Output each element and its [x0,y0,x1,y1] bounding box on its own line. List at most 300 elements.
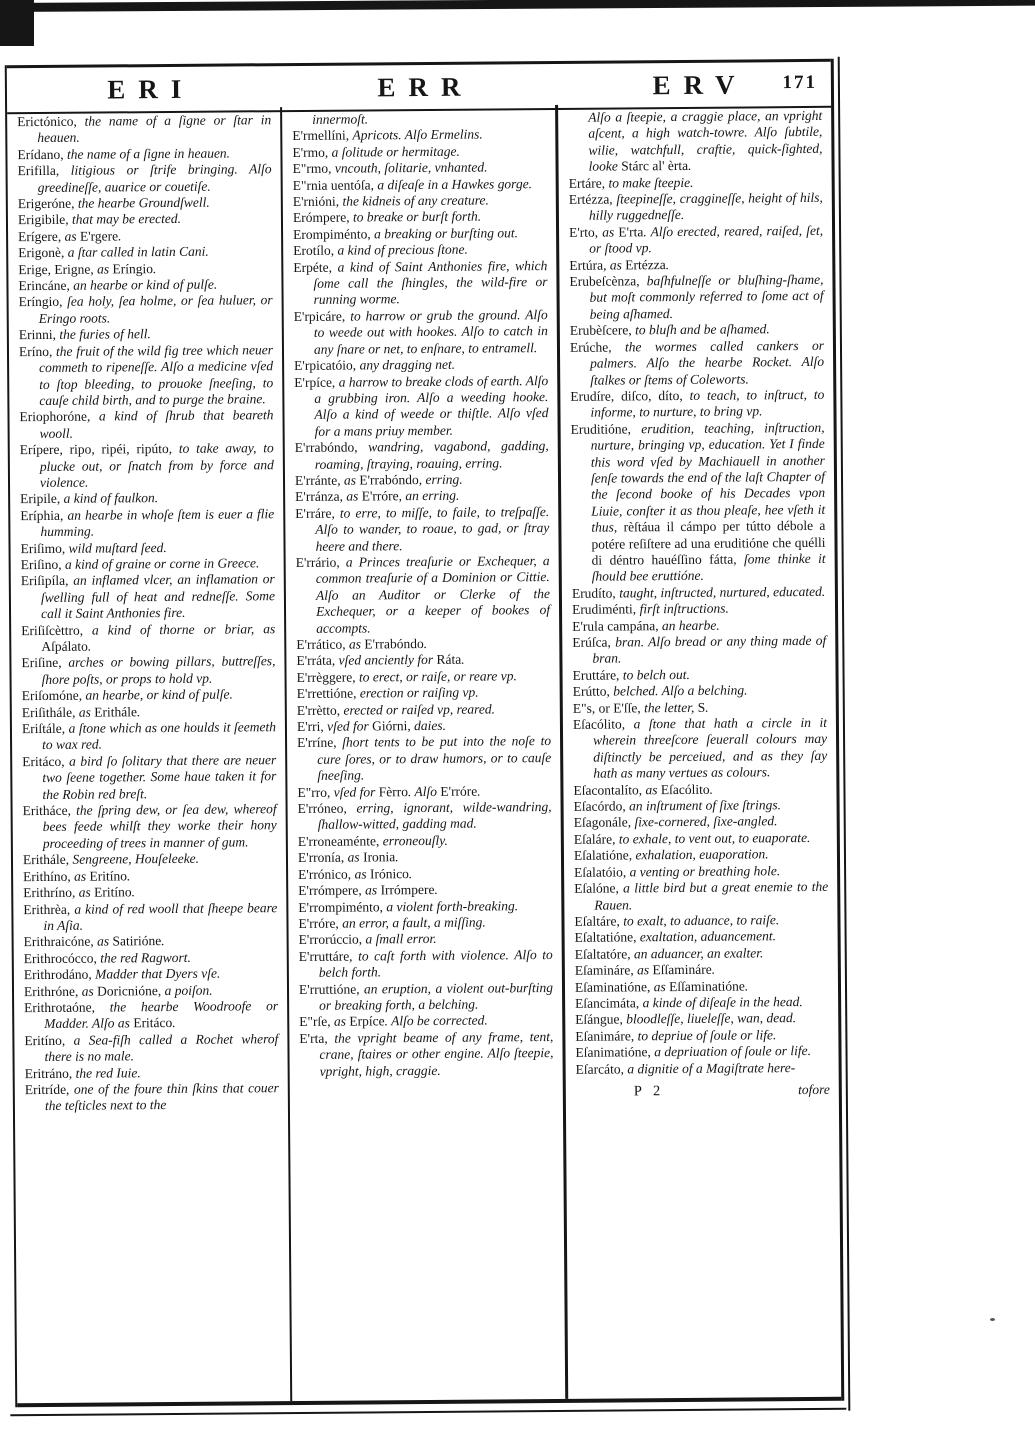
text-body [7,103,841,1407]
entry-headword: Erithróne, [23,983,82,999]
definition-text: erected or raiſed vp, reared. [343,701,495,718]
dictionary-entry [298,799,552,834]
entry-headword: Eſalatóio, [574,864,630,880]
definition-text: an hearbe or kind of pulſe. [73,276,218,293]
cross-reference: Erithále [94,703,137,720]
dictionary-entry [293,225,547,243]
definition-text: erroneouſly. [382,832,448,849]
dictionary-entry [18,243,272,261]
entry-headword: Eſaltatóre, [574,946,635,962]
entry-headword: Erithraicóne, [23,933,98,950]
entry-headword: E'rrónico, [298,866,355,882]
definition-text: as [97,261,113,277]
dictionary-entry [19,293,273,328]
definition-text: . [131,884,136,900]
dictionary-entry [22,703,276,721]
definition-text: erring, ignorant, wilde-wandring, ſhallow-witted, gadding mad. [317,799,552,833]
definition-text: an hearbe. [661,617,720,633]
definition-text: baſhfulneſſe or bluſhing-ſhame, but moſt commonly referred to ſome act of being aſhamed. [589,271,824,322]
definition-text: an aduancer, an exalter. [633,945,764,962]
entry-headword: E'rpicáre, [293,308,351,324]
definition-text: to harrow or grub the ground. Alſo to weede out with hookes. Alſo to catch in any ſnare or net, to enſnare, to entramell. [313,306,548,357]
definition-text: . [87,638,92,654]
definition-text: . [395,849,399,865]
entry-headword: Erithrèa, [23,901,75,917]
cross-reference: S [697,699,706,715]
entry-continuation [568,108,823,176]
entry-headword: E'rríne, [297,735,343,751]
definition-text: a kind of Saint Anthonies fire, which ſome call the ſhingles, the wild-fire or running worme. [313,257,548,308]
entry-headword: Eriſimo, [20,540,69,556]
definition-text: taught, inſtructed, nurtured, educated. [619,583,826,601]
entry-headword: Eritíno, [24,1032,74,1048]
dictionary-entry [18,276,272,294]
definition-text: a ſtone which as one houlds it ſeemeth to wax red. [42,719,277,753]
dictionary-entry [20,506,274,541]
entry-headword: E'rpicatóio, [294,357,360,374]
dictionary-entry [24,982,278,1000]
dictionary-entry [22,719,276,754]
definition-text: the kidneis of any creature. [342,192,489,209]
cross-reference: Doricnióne [97,982,158,999]
dictionary-entry [298,865,552,883]
entry-headword: E"rſe, [299,1014,335,1030]
definition-text: as [365,882,381,898]
definition-text: to breake or burſt forth. [352,208,482,225]
definition-text: a depriuation of ſoule or life. [654,1043,812,1060]
entry-headword: E'rmo, [292,144,332,160]
dictionary-entry [570,338,824,389]
definition-text: the hearbe Woodroofe or Madder. Alſo as [44,998,279,1032]
definition-text: to erre, to miſſe, to faile, to treſpaſſe. Alſo to wander, to roaue, to gad, or ſtray heere and there. [315,503,550,554]
cross-reference: Eritíno [89,868,128,884]
foot-line [576,1082,830,1100]
dictionary-entry [572,633,826,668]
definition-text: to exalt, to aduance, to raiſe. [623,912,780,929]
definition-text: a ſmall error. [365,931,437,947]
definition-text: the vpright beame of any frame, tent, crane, ſtaires or other engine. Alſo ſteepie, vpright, high, craggie. [319,1028,554,1079]
dictionary-entry [298,914,552,932]
definition-text: the furies of hell. [59,326,151,343]
dictionary-entry [575,928,829,946]
cross-reference: Eſacólito [660,781,710,797]
definition-text: . [118,228,122,244]
dictionary-entry [297,733,551,784]
entry-headword: E"rmo, [292,160,335,177]
dictionary-entry [294,373,549,441]
entry-headword: E'rráta, [296,653,339,669]
cross-reference: Eritíno [94,884,132,900]
dictionary-entry [295,471,549,489]
definition-text: a kind of ſhrub that beareth wooll. [39,407,274,441]
entry-headword: Erúſca, [572,634,616,650]
entry-headword: Erudíre, diſco, díto, [570,387,690,404]
entry-headword: Eriſino, [20,556,65,573]
entry-headword: Eriſithále, [21,704,79,720]
entry-headword: E'rrèggere, [296,669,360,685]
entry-headword: Eriophoróne, [19,408,100,425]
catchword: tofore [798,1081,830,1098]
definition-text: one of the foure thin ſkins that couer the teſticles next to the [44,1080,279,1114]
entry-headword: E'rula campána, [572,617,662,634]
definition-text: the wormes called cankers or palmers. Alſo the hearbe Rocket. Alſo ſtalkes or ſtems of Coleworts. [590,337,825,388]
definition-text: vſed for [327,718,373,734]
dictionary-entry [573,715,828,783]
cross-reference: Eríngio [112,260,154,277]
definition-text: wild muſtard ſeed. [68,539,167,556]
dictionary-entry [297,684,551,702]
definition-text: that may be erected. [71,211,181,228]
cross-reference: E'rrabóndo [364,636,424,652]
dictionary-entry [20,539,274,557]
entry-headword: Eriſine, [21,655,69,671]
entry-headword: Eſaláre, [573,831,619,847]
dictionary-entry [25,1064,279,1082]
definition-text: . [665,256,670,272]
definition-text: an hearbe, or kind of pulſe. [85,686,233,703]
dictionary-entry [295,487,549,505]
entry-headword: Erotílo, [293,242,338,259]
definition-text: . [152,260,157,276]
entry-headword: Eriſiſcèttro, [21,622,93,638]
definition-text: . [423,635,428,652]
entry-headword: Erinni, [18,327,60,343]
entry-headword: Erudíto, [571,585,620,601]
cross-reference: Fèrro [378,783,409,800]
definition-text: to depriue of ſoule or life. [637,1026,777,1044]
cross-reference: Irónico [369,865,409,882]
dictionary-entry [573,698,827,716]
definition-text: a harrow to breake clods of earth. Alſo a grubbing iron. Alſo a weeding hooke. Alſo a kind of weede or thiſtle. Alſo vſed for a mans priuy member. [314,372,549,439]
entry-headword: E'rrètto, [296,702,344,718]
definition-text: a little bird but a great enemie to the Rauen. [594,878,829,913]
dictionary-entry [569,256,823,274]
definition-text: Alſo a ſteepie, a craggie place, an vpright aſcent, a high watch-towre. Alſo ſubtile, wilie, watchfull, craftie, quick-ſighted, looke [588,107,823,174]
dictionary-entry [575,961,829,979]
dictionary-entry [23,900,277,935]
entry-headword: Eſalóne, [574,880,624,896]
entry-headword: E'rri, [296,718,328,735]
entry-headword: Eripile, [20,491,64,507]
definition-text: a ſolitude or hermitage. [331,143,460,160]
dictionary-entry [23,801,277,852]
entry-headword: Eſacólito, [572,716,634,732]
scan-artifact-top-edge [0,0,1035,12]
definition-text: as [653,978,670,994]
dictionary-entry [293,208,547,226]
dictionary-entry [576,1059,830,1077]
dictionary-entry [24,1031,278,1066]
dictionary-entry [299,947,553,982]
dictionary-entry [18,194,272,212]
definition-text: a kind of graine or corne in Greece. [64,555,260,572]
dictionary-entry [24,932,278,950]
definition-text: an hearbe in whoſe ſtem is euer a flie humming. [40,505,275,540]
dictionary-entry [20,440,274,491]
dictionary-entry [569,173,823,191]
definition-text: vſed anciently for [338,652,437,669]
dictionary-entry [574,879,828,914]
entry-headword: E'rróre, [298,915,343,931]
column-2 [280,105,565,1401]
definition-text: as [97,933,113,949]
definition-text: a dignitie of a Magiſtrate here- [627,1059,796,1076]
dictionary-entry [299,980,553,1015]
entry-headword: Erigeróne, [17,195,78,212]
entry-headword: E'rróneo, [297,800,357,817]
running-head-center: ERR [377,71,474,102]
column-3 [555,103,841,1399]
definition-text: the name of a ſigne or ſtar in heauen. [37,112,272,146]
dictionary-entry [574,912,828,930]
definition-text: erudition, teaching, inſtruction, nurture, bringing vp, education. Yet I finde this word vſed by Machiauell in another ſenſe towards the end of the laſt Chapter of the ſecond booke of his Decades vpon Liuie, conſter it as thou pleaſe, hee vſeth it thus, [590,419,826,535]
definition-text: to belch out. [622,666,690,683]
entry-headword: Eriſipíla, [20,573,74,589]
dictionary-entry [570,321,824,339]
cross-reference: E'rta [618,224,644,240]
definition-text: . [126,868,131,884]
entry-headword: E'rmellíni, [292,127,353,144]
definition-text: exaltation, aduancement. [639,928,776,945]
cross-reference: Aſpálato [41,638,88,655]
dictionary-entry [18,227,272,245]
dictionary-entry [575,1043,829,1061]
dictionary-entry [21,572,275,623]
dictionary-entry [573,682,827,700]
dictionary-entry [21,621,275,656]
definition-text: exhalation, euaporation. [635,846,769,863]
entry-headword: E'rrompiménto, [298,898,387,915]
entry-headword: Erincáne, [18,277,74,294]
definition-text: a breaking or burſting out. [374,225,519,242]
definition-text: to caſt forth with violence. Alſo to belch forth. [318,946,553,980]
definition-text: the letter, [644,699,698,715]
entry-headword: E'rrómpere, [298,882,366,899]
dictionary-entry [293,258,547,309]
dictionary-entry [22,752,276,803]
definition-text: to bluſh and be aſhamed. [635,321,770,338]
entry-headword: Erómpere, [292,209,353,226]
entry-continuation [292,110,546,128]
dictionary-entry [574,797,828,815]
dictionary-entry [292,126,546,144]
running-head-left: ERI [107,73,195,104]
definition-text: . [744,977,749,994]
cross-reference: E'rróre [440,783,478,799]
entry-headword: Eſacontalíto, [573,781,646,798]
page-edge-rule-bottom [10,1408,846,1417]
dictionary-entry [24,998,278,1033]
definition-text: , an erring. [398,488,460,504]
definition-text: firſt inſtructions. [639,600,729,617]
definition-text: the fruit of the wild fig tree which neuer commeth to ripeneſſe. Alſo a medicine vſed to ſtop bleeding, to prouoke ſneeſing, to cauſe child birth, and to purge the braine. [39,341,274,408]
definition-text: the hearbe Groundſwell. [77,194,210,211]
definition-text: . [709,781,713,797]
dictionary-entry [575,945,829,963]
dictionary-entry [296,651,550,669]
cross-reference: Ráta [436,652,462,668]
definition-text: belched. Alſo a belching. [613,682,748,699]
entry-headword: Eſanimáre, [575,1028,638,1044]
entry-headword: Eſancimáta, [575,995,643,1011]
definition-text: as [78,704,95,720]
definition-text: a Sea-fiſh called a Rochet wherof there is no male. [44,1030,279,1065]
definition-text: , erring. [418,471,463,487]
definition-text: . [705,699,709,715]
cross-reference: E'rrabóndo [359,471,419,488]
cross-reference: Ironia [362,849,396,865]
definition-text: as [74,868,90,884]
cross-reference: Ertézza [625,256,666,273]
dictionary-entry [19,407,273,442]
definition-text: erection or raiſing vp. [359,684,479,701]
entry-headword: Eríphia, [20,507,68,523]
definition-text: . [461,652,465,668]
scan-artifact-speck [990,1318,995,1321]
dictionary-entry [299,930,553,948]
dictionary-entry [23,883,277,901]
entry-headword: Eruttáre, [572,667,623,683]
entry-headword: Erpéte, [293,259,338,275]
dictionary-entry [573,780,827,798]
dictionary-entry [21,555,275,573]
dictionary-entry [18,260,272,278]
column-1 [7,107,290,1403]
dictionary-entry [294,307,548,358]
entry-headword: Ertáre, [568,175,609,191]
definition-text: . Alſo [407,783,441,799]
entry-headword: Eſanimatióne, [575,1044,655,1060]
cross-reference: Irrómpere [380,882,435,898]
entry-headword: Eritáco, [22,753,70,770]
entry-headword: Erúche, [569,339,626,355]
entry-headword: E'rrabóndo, [294,439,369,456]
entry-headword: Erithrodáno, [23,966,96,983]
definition-text: . Alſo erected, reared, raiſed, ſet, or ſtood vp. [589,222,824,256]
entry-headword: Erige, Erigne, [18,261,98,277]
definition-text: a kind of thorne or briar, as [91,620,276,638]
definition-text: to erect, or raiſe, or reare vp. [358,668,517,685]
entry-headword: Erithrotaóne, [24,999,110,1016]
dictionary-entry [21,654,275,689]
dictionary-entry [296,635,550,653]
definition-text: a kind of precious ſtone. [337,241,468,258]
dictionary-entry [17,112,271,147]
definition-text: an eruption, a violent out-burſting or breaking forth, a belching. [319,979,554,1013]
running-head-right: ERV [652,68,748,100]
entry-headword: E"s, or E'ſſe, [572,699,645,716]
dictionary-entry [574,830,828,848]
entry-headword: E'rronía, [297,849,348,866]
dictionary-entry [575,1027,829,1045]
entry-headword: E'rnióni, [292,193,343,210]
definition-text: . [711,961,716,977]
definition-text: a ſtar called in latin Cani. [67,243,209,261]
dictionary-entry [572,616,826,634]
dictionary-entry [297,783,551,801]
dictionary-entry [20,490,274,508]
dictionary-entry [298,848,552,866]
entry-headword: Eriſtále, [21,720,69,737]
definition-text: a ſtone that hath a circle in it wherein threeſcore ſeuerall colours may diſtinctly be perceiued, and as they ſay hath as many vertues as colours. [593,714,828,781]
dictionary-entry [24,949,278,967]
dictionary-entry [19,325,273,343]
cross-reference: Erpíce [349,1013,385,1029]
entry-headword: E'rránza, [295,488,347,505]
definition-text: bloodleſſe, liueleſſe, wan, dead. [626,1010,797,1027]
entry-headword: Eríno, [18,343,57,359]
signature-mark: P 2 [633,1083,665,1100]
entry-headword: Ertúra, [569,257,610,273]
entry-headword: E'rrário, [295,554,346,570]
dictionary-entry [292,143,546,161]
entry-headword: Erithále, [22,852,73,868]
entry-headword: E'rránte, [294,472,344,488]
definition-text: the red Iuie. [75,1064,141,1081]
definition-text: ſixe-cornered, ſixe-angled. [634,813,778,830]
dictionary-entry [25,1080,279,1115]
entry-headword: Eſarcáto, [575,1060,628,1077]
dictionary-entry [574,863,828,881]
dictionary-entry [293,241,547,259]
dictionary-entry [574,846,828,864]
definition-text: . [172,1015,176,1031]
entry-headword: Eriſomóne, [21,687,86,704]
entry-headword: Ertézza, [568,191,617,207]
definition-text: as [348,636,365,652]
definition-text: a bird ſo ſolitary that there are neuer two ſeene together. Some haue taken it for the Robin red breſt. [42,752,277,802]
dictionary-entry [571,420,826,586]
dictionary-entry [293,192,547,210]
definition-text: to teach, to inſtruct, to informe, to nurture, to bring vp. [590,386,825,420]
dictionary-entry [575,977,829,995]
entry-headword: Eſacórdo, [573,798,630,814]
definition-text: wandring, vagabond, gadding, roaming, ſtraying, roauing, erring. [314,438,549,472]
definition-text: . [434,881,438,898]
entry-headword: Erifilla, [17,162,71,179]
cross-reference: Satirióne [112,933,162,949]
entry-headword: E'rruttióne, [298,981,365,997]
definition-text: . [688,158,692,174]
entry-headword: Erubèſcere, [569,322,636,339]
dictionary-entry [17,145,271,163]
entry-headword: Eritríde, [24,1081,75,1098]
entry-headword: Erudiménti, [571,601,640,618]
definition-text: any dragging net. [359,356,456,373]
entry-headword: Eſángue, [575,1011,627,1028]
dictionary-entry [296,553,551,637]
entry-headword: Erídano, [17,146,68,162]
definition-text: ſea holy, ſea holme, or ſea huluer, or Eringo roots. [38,292,273,326]
definition-text: Sengreene, Houſeleeke. [72,851,200,868]
page-frame [5,59,845,1407]
definition-text: ſhort tents to be put into the noſe to cure ſores, or to draw humors, or to cauſe ſneeſing. [317,733,552,784]
definition-text: a venting or breathing hole. [629,862,781,880]
entry-headword: E"rnia uentóſa, [292,176,378,193]
definition-text: , a poiſon. [157,982,213,998]
definition-text: as [64,228,81,244]
dictionary-entry [293,159,547,177]
entry-headword: Eruditióne, [570,421,642,437]
entry-headword: Erithrocócco, [23,950,101,966]
entry-headword: E'rta, [299,1030,335,1046]
entry-headword: Erigibile, [17,212,73,228]
definition-text: as [346,488,362,504]
page-number: 171 [782,71,817,94]
definition-text: as [645,781,661,797]
definition-text: litigious or ſtrife bringing. Alſo greedineſſe, auarice or couetiſe. [37,161,272,195]
dictionary-entry [572,584,826,602]
